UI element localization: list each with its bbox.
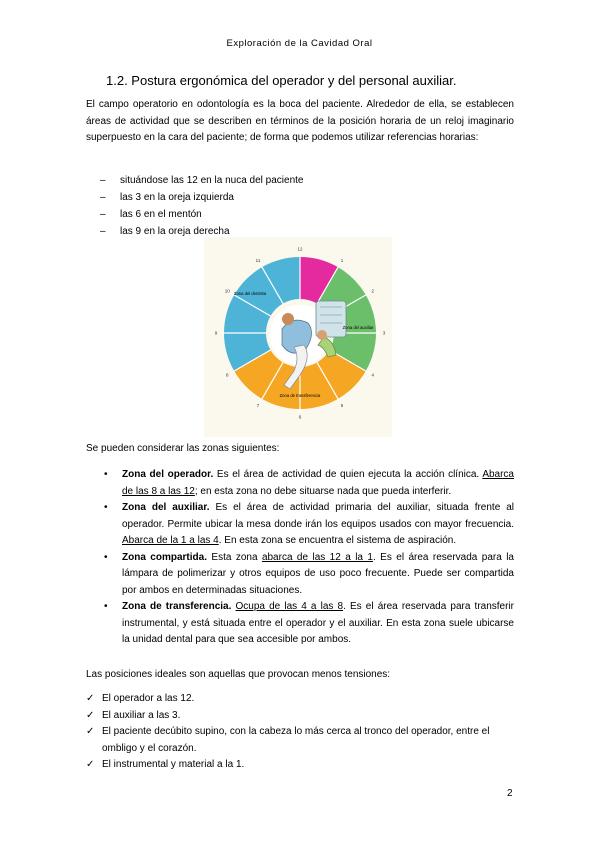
clock-number: 7: [256, 403, 260, 409]
clock-number: 6: [298, 414, 302, 420]
clock-zones-figure: [204, 237, 392, 437]
list-item: • Zona compartida. Esta zona abarca de las 12 a la 1. Es el área reservada para la lámpara de polimerizar y otros equipos de uso poco frecuente. Puede ser compartida por ambos en determinadas situaciones.: [104, 551, 514, 596]
check-icon: ✓: [86, 709, 95, 721]
clock-number: 2: [371, 288, 375, 294]
section-title: 1.2. Postura ergonómica del operador y del personal auxiliar.: [106, 73, 457, 88]
list-item: ✓ El auxiliar a las 3.: [86, 708, 514, 725]
zones-list: [100, 467, 514, 649]
list-item: – situándose las 12 en la nuca del paciente: [100, 175, 304, 186]
list-item: – las 6 en el mentón: [100, 209, 202, 220]
list-item: – las 9 en la oreja derecha: [100, 226, 230, 237]
list-item: • Zona del auxiliar. Es el área de actividad primaria del auxiliar, situada frente al operador. Permite ubicar la mesa donde irán los equipos usados con mayor frecuencia. Abarca de la 1 a las 4. En esta zona se encuentra el sistema de aspiración.: [104, 502, 515, 546]
list-item: • Zona del operador. Es el área de actividad de quien ejecuta la acción clínica. Abarca de las 8 a las 12; en esta zona no debe situarse nada que pueda interferir.: [104, 469, 514, 497]
ideal-positions-list: [86, 691, 514, 774]
list-item: ✓ El paciente decúbito supino, con la cabeza lo más cerca al tronco del operador, entre el ombligo y el corazón.: [86, 726, 490, 754]
clock-number: 5: [340, 403, 344, 409]
check-icon: ✓: [86, 693, 95, 704]
running-header: Exploración de la Cavidad Oral: [226, 38, 373, 49]
check-icon: ✓: [86, 726, 95, 737]
list-item: ✓ El instrumental y material a la 1.: [86, 757, 514, 774]
clock-number: 3: [382, 330, 386, 336]
positions-intro: Las posiciones ideales son aquellas que provocan menos tensiones:: [86, 669, 391, 680]
zone-transfer-label: Zona de transferencia: [279, 393, 321, 398]
clock-number: 1: [340, 257, 344, 263]
zone-assistant-label: Zona del auxiliar: [342, 325, 374, 330]
list-item: ✓ El operador a las 12.: [86, 691, 514, 708]
clock-number: 4: [371, 372, 375, 378]
clock-number: 9: [214, 330, 218, 336]
clock-reference-list: [100, 172, 303, 240]
zones-intro: Se pueden considerar las zonas siguientes:: [86, 443, 280, 454]
clock-number: 12: [297, 246, 303, 252]
check-icon: ✓: [86, 759, 95, 770]
page-number: 2: [507, 788, 513, 799]
list-item: • Zona de transferencia. Ocupa de las 4 a las 8. Es el área reservada para transferir instrumental, y está situada entre el operador y el auxiliar. En esta zona suele ubicarse la unidad dental para que sea accesible por ambos.: [104, 601, 515, 645]
list-item: – las 3 en la oreja izquierda: [100, 192, 234, 203]
clock-number: 10: [224, 288, 230, 294]
zone-operator-label: Zona del dentista: [233, 291, 267, 296]
clock-number: 11: [255, 257, 261, 263]
clock-number: 8: [225, 372, 229, 378]
intro-paragraph: El campo operatorio en odontología es la boca del paciente. Alrededor de ella, se establecen áreas de actividad que se describen en términos de la posición horaria de un reloj imaginario superpuesto en la cara del paciente; de forma que podemos utilizar referencias horarias:: [86, 99, 514, 143]
